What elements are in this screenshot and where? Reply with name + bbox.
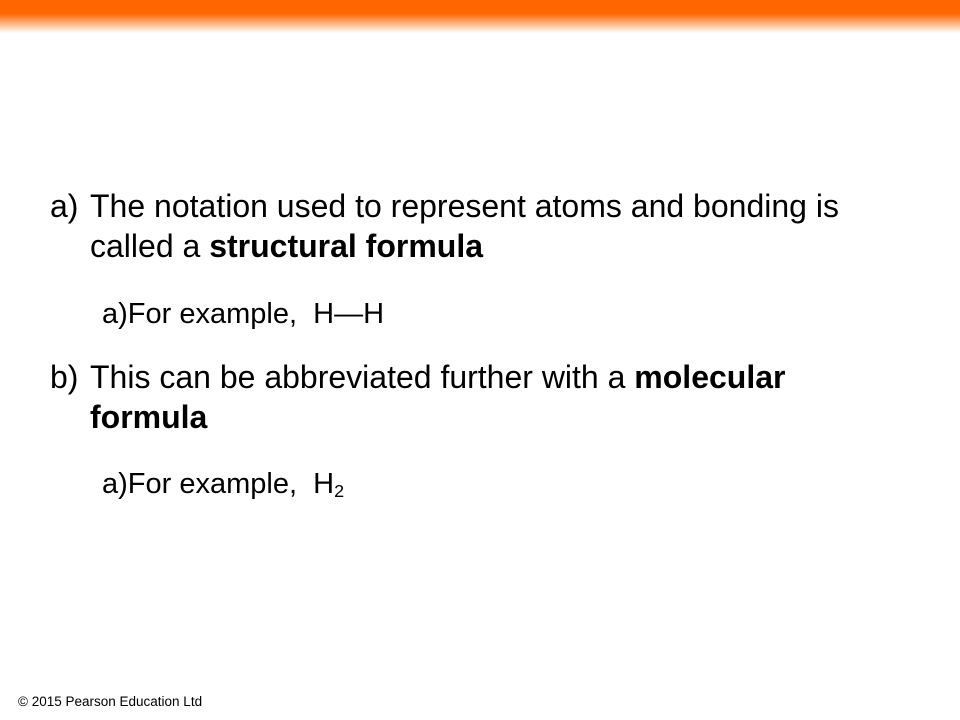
bullet-text	[90, 357, 922, 437]
sub-bullet-text: For example, H	[127, 468, 335, 500]
bullet-b-line-2	[90, 397, 922, 437]
h2-subscript: 2	[334, 481, 345, 502]
bullet-text	[90, 186, 922, 266]
bullet-label: a)	[50, 188, 79, 224]
key-term-formula: formula	[90, 399, 208, 435]
key-term-structural-formula: structural formula	[209, 228, 484, 264]
sub-bullet-text: For example, H—H	[127, 298, 385, 330]
sub-bullet-item-h2	[102, 466, 922, 505]
top-accent-bar	[0, 0, 960, 34]
bullet-label: b)	[50, 359, 79, 395]
bullet-a-line-1: The notation used to represent atoms and bonding is	[90, 188, 839, 224]
sub-bullet-label: a)	[102, 468, 128, 500]
bullet-a-line-2: called a structural formula	[90, 228, 484, 264]
bullet-item-a	[50, 186, 922, 266]
key-term-molecular: molecular	[634, 359, 786, 395]
sub-bullet-item-h-h	[102, 296, 922, 332]
slide-body	[50, 186, 922, 505]
bullet-item-b	[50, 357, 922, 437]
sub-bullet-label: a)	[102, 298, 128, 330]
bullet-b-line-1: This can be abbreviated further with a molecular	[90, 359, 786, 395]
copyright-footer: © 2015 Pearson Education Ltd	[18, 694, 203, 709]
